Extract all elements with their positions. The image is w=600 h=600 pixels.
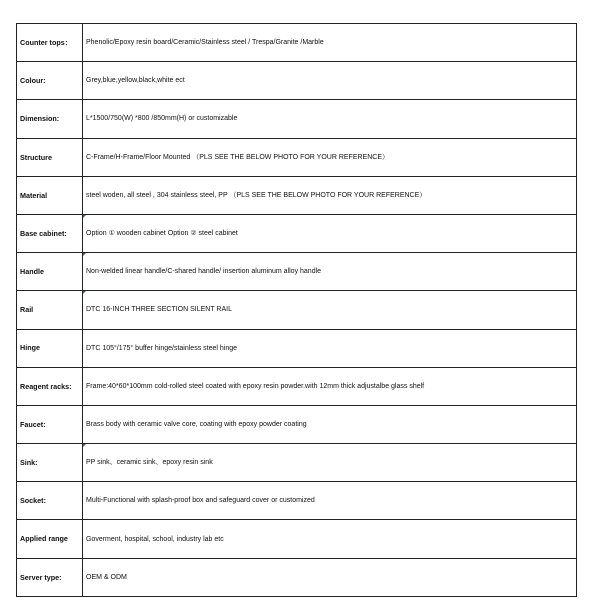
row-value: Phenolic/Epoxy resin board/Ceramic/Stainless steel / Trespa/Granite /Marble [86,39,324,47]
row-value-cell [83,520,577,558]
row-label: Faucet: [17,405,83,443]
row-value: Frame:40*60*100mm cold-rolled steel coated with epoxy resin powder.with 12mm thick adjustalbe glass shelf [86,382,425,390]
spec-table-body [17,24,577,597]
table-row [17,405,577,443]
table-row [17,482,577,520]
row-value-cell [83,482,577,520]
row-value: C-Frame/H-Frame/Floor Mounted （PLS SEE THE BELOW PHOTO FOR YOUR REFERENCE） [86,153,390,161]
row-value-cell [83,367,577,405]
row-value-cell [83,176,577,214]
row-value-cell [83,100,577,138]
row-value: DTC 16-INCH THREE SECTION SILENT RAIL [86,306,232,314]
row-label: Applied range [17,520,83,558]
row-value-cell [83,444,577,482]
row-value-cell [83,24,577,62]
table-row [17,444,577,482]
row-value-cell [83,214,577,252]
row-label: Structure [17,138,83,176]
row-label: Socket: [17,482,83,520]
row-label: Rail [17,291,83,329]
row-label: Sink: [17,444,83,482]
row-value: Goverment, hospital, school, industry lab etc [86,535,224,543]
row-label: Server type: [17,558,83,596]
row-label: Counter tops： [17,24,83,62]
row-value-cell [83,253,577,291]
table-row [17,138,577,176]
table-row [17,367,577,405]
row-label: Dimension: [17,100,83,138]
row-value: Option ① wooden cabinet Option ② steel cabinet [86,230,238,238]
table-row [17,291,577,329]
table-row [17,62,577,100]
row-value: Grey,blue,yellow,black,white ect [86,77,185,85]
spec-table [16,23,577,597]
cell-comment-marker [83,444,86,447]
row-label: Base cabinet: [17,214,83,252]
row-value: steel woden, all steel , 304 stainless steel, PP （PLS SEE THE BELOW PHOTO FOR YOUR REFERENCE） [86,191,427,199]
table-row [17,558,577,596]
row-value-cell [83,329,577,367]
row-value: OEM & ODM [86,573,127,581]
table-row [17,100,577,138]
row-value: Multi-Functional with splash-proof box and safeguard cover or customized [86,497,315,505]
row-value-cell [83,62,577,100]
row-value-cell [83,138,577,176]
table-row [17,214,577,252]
table-row [17,24,577,62]
cell-comment-marker [83,291,86,294]
row-label: Hinge [17,329,83,367]
row-label: Reagent racks: [17,367,83,405]
row-value-cell [83,291,577,329]
row-label: Colour: [17,62,83,100]
row-label: Material [17,176,83,214]
row-value: Brass body with ceramic valve core, coating with epoxy powder coating [86,420,307,428]
row-value-cell [83,405,577,443]
row-value: DTC 105°/175° buffer hinge/stainless steel hinge [86,344,238,352]
table-row [17,329,577,367]
table-row [17,520,577,558]
row-value: PP sink、ceramic sink、epoxy resin sink [86,459,213,467]
row-value: L*1500/750(W) *800 /850mm(H) or customizable [86,115,238,123]
table-row [17,176,577,214]
cell-comment-marker [83,215,86,218]
table-row [17,253,577,291]
row-value: Non-welded linear handle/C-shared handle/ insertion aluminum alloy handle [86,268,322,276]
row-value-cell [83,558,577,596]
row-label: Handle [17,253,83,291]
cell-comment-marker [83,253,86,256]
